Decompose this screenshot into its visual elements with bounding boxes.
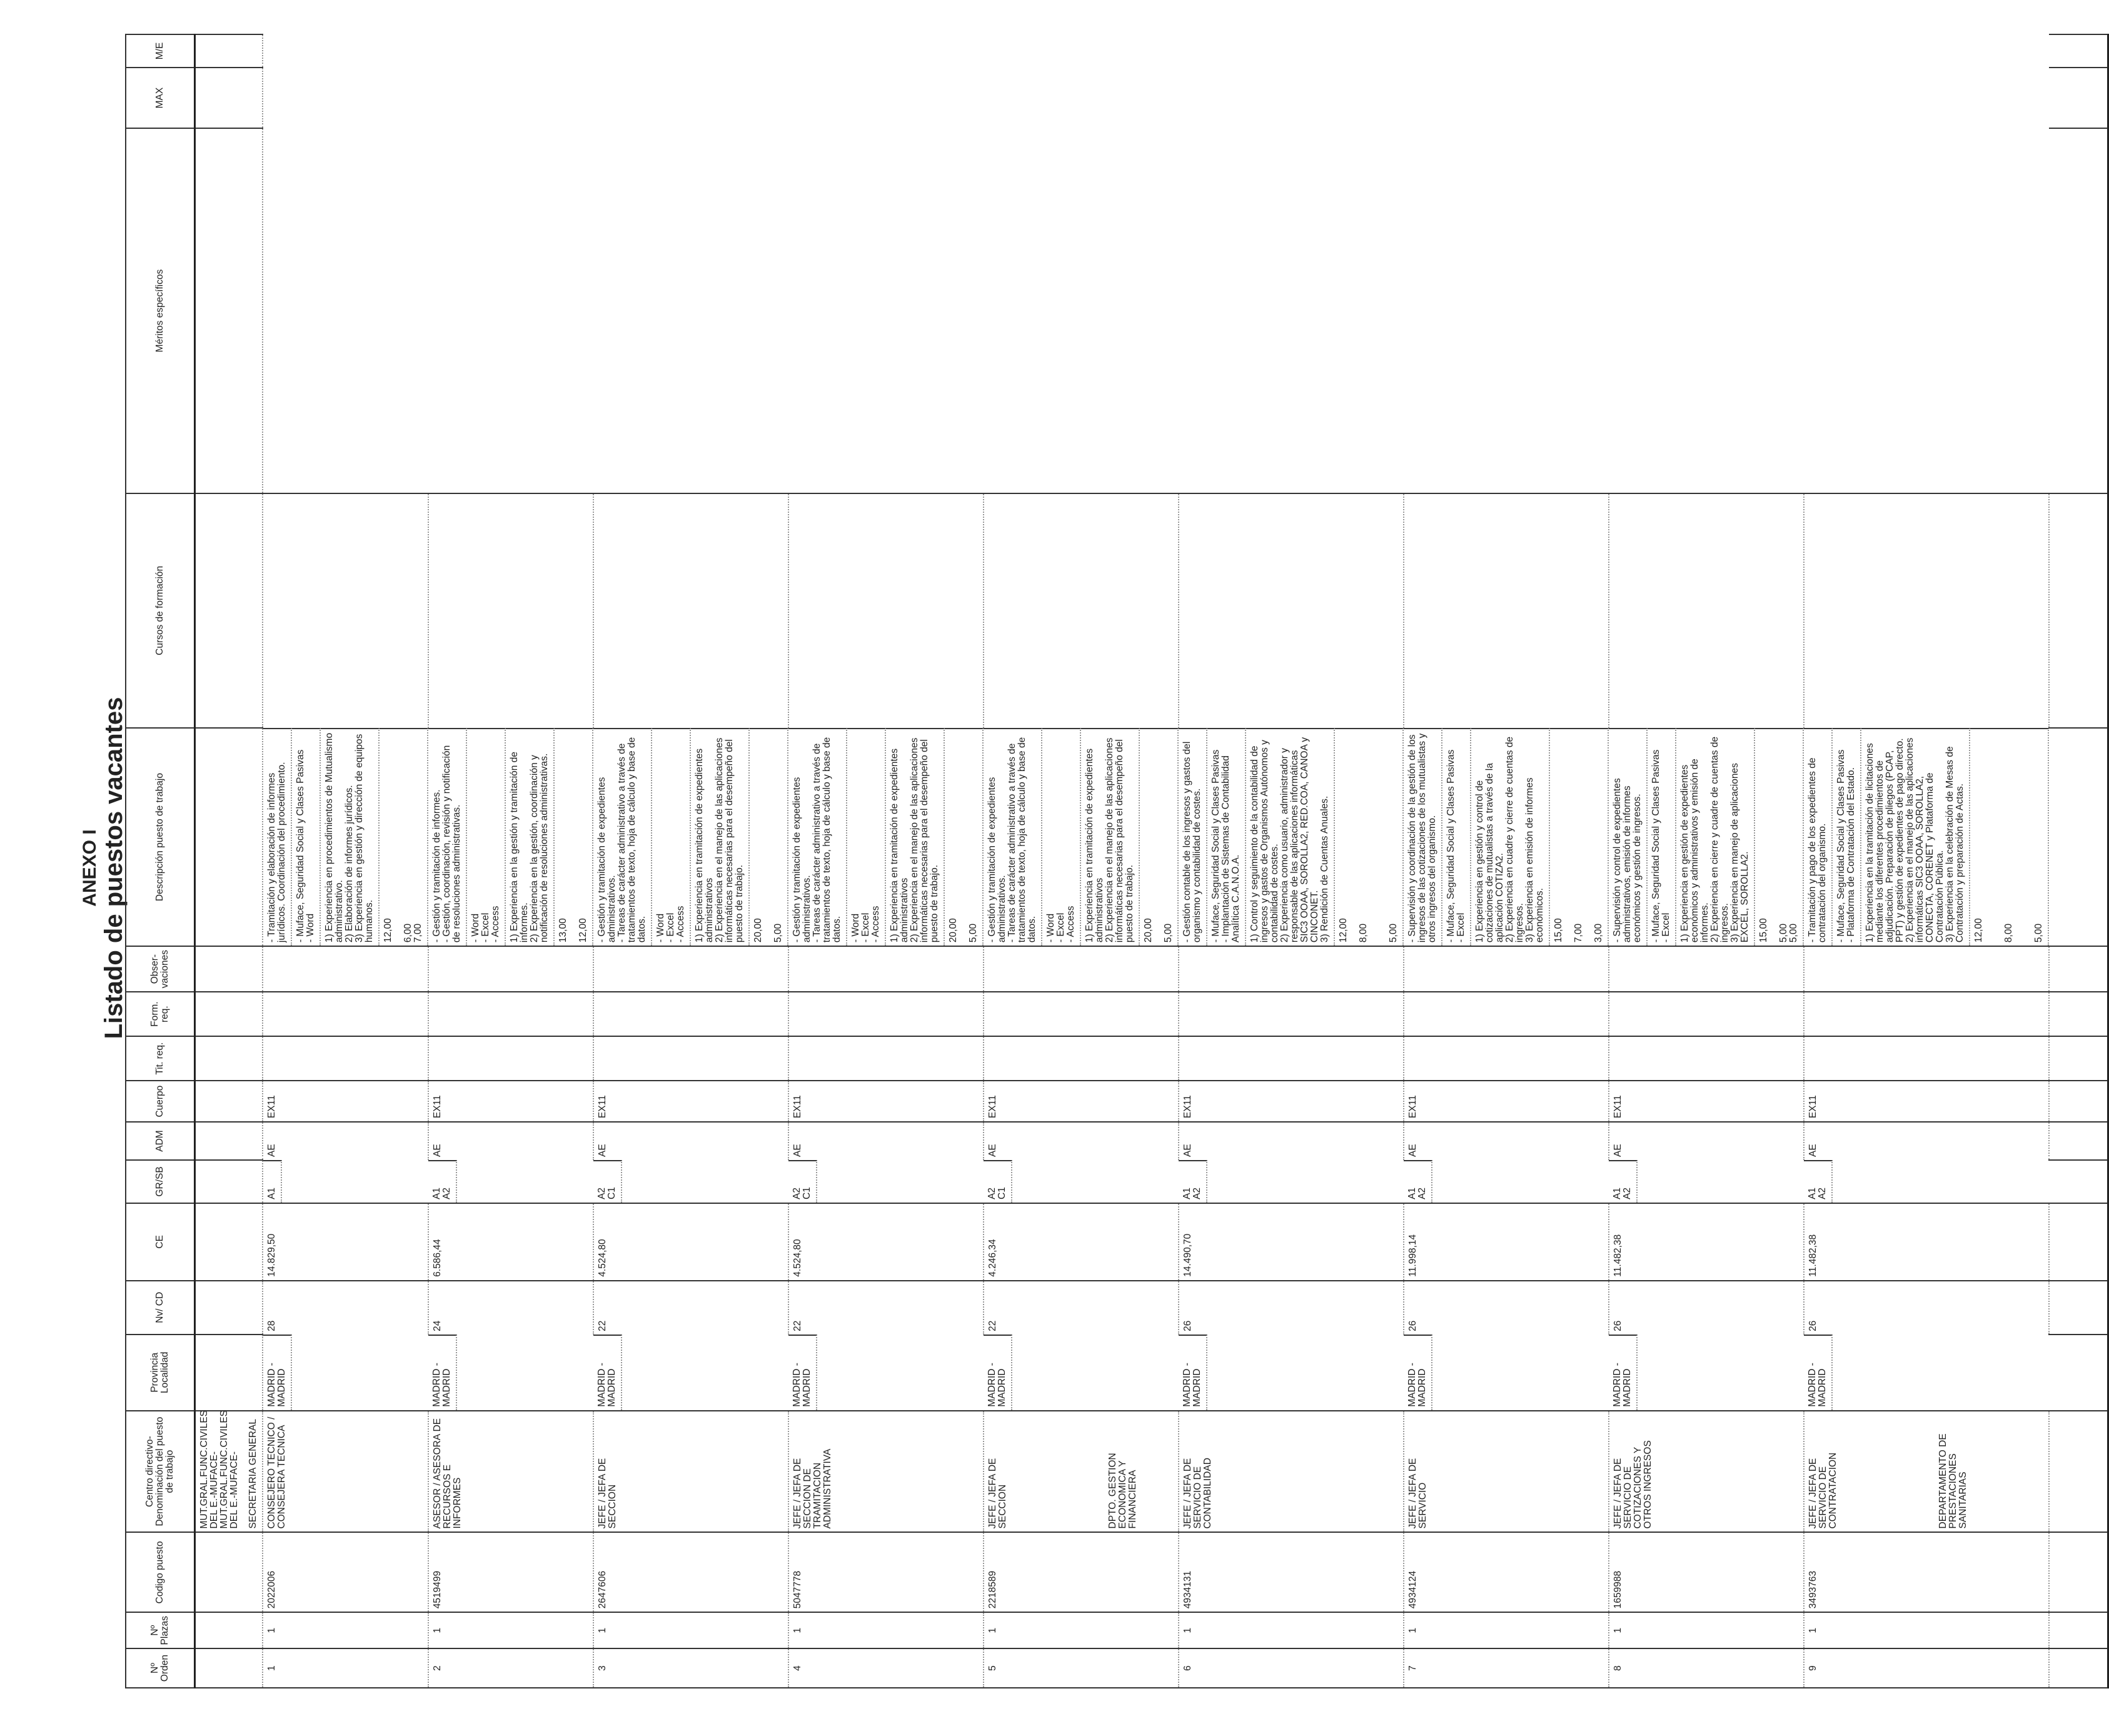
cell-orden: 1 [263,1648,428,1688]
cell-cursos: - Muface, Seguridad Social y Clases Pasivas - Excel [1442,728,1471,946]
cell-me [984,493,1179,728]
cell-grupo: A1 A2 [1609,1160,1638,1203]
cell-titulacion [593,1036,788,1081]
cell-max: 12,00 8,00 5,00 [1970,728,2049,946]
cell-codigo: 2218589 [984,1532,1179,1612]
col-header-ce: CE [126,1203,195,1281]
cell-cuerpo: EX11 [593,1081,788,1122]
table-row [593,34,788,1688]
group-dpto-gestion: DPTO. GESTION ECONOMICA Y FINANCIERA [1107,1453,1138,1529]
cell-max: 20,00 5,00 [945,728,984,946]
cell-grupo: A1 A2 [428,1160,457,1203]
page-title: Listado de puestos vacantes [100,697,128,1039]
cell-codigo: 2647606 [593,1532,788,1612]
cell-puesto: JEFE / JEFA DE SECCION [593,1411,788,1533]
cell-plazas: 1 [593,1612,788,1648]
cell-cuerpo: EX11 [984,1081,1179,1122]
cell-observaciones [593,946,788,992]
cell-max: 15,00 7,00 3,00 [1550,728,1609,946]
cell-adm: AE [1179,1122,1404,1160]
cell-formacion [984,992,1179,1036]
cell-grupo: A2 C1 [593,1160,622,1203]
col-header-centro: Centro directivo- Denominación del puesto de trabajo [126,1411,195,1533]
cell-plazas: 1 [1404,1612,1609,1648]
cell-nivel: 24 [428,1281,593,1335]
cell-ce: 14.829,50 [263,1203,428,1281]
cell-cursos: - Word - Excel - Access [847,728,886,946]
cell-descripcion: - Gestión y tramitación de expedientes administrativos. - Tareas de carácter administrativo a través de tratamientos de texto, hoja de cálculo y base de datos. [984,728,1042,946]
cell-cuerpo: EX11 [1179,1081,1404,1122]
cell-titulacion [984,1036,1179,1081]
cell-observaciones [1179,946,1404,992]
cell-nivel: 26 [1804,1281,2049,1335]
cell-observaciones [984,946,1179,992]
col-header-observaciones: Obser- vaciones [126,946,195,992]
cell-puesto: JEFE / JEFA DE SECCION [987,1458,1008,1529]
cell-orden: 3 [593,1648,788,1688]
col-header-plazas: Nº Plazas [126,1612,195,1648]
cell-cursos: - Word - Excel - Access [652,728,691,946]
cell-descripcion: - Supervisión y control de expedientes administrativos, emisión de informes económicos y gestión de ingresos. [1609,728,1648,946]
cell-descripcion: - Gestión y tramitación de expedientes administrativos. - Tareas de carácter administrativo a través de tratamientos de texto, hoja de cálculo y base de datos. [788,728,847,946]
cell-ce: 14.490,70 [1179,1203,1404,1281]
cell-meritos: 1) Experiencia en gestión y control de cotizaciones de mutualistas a través de la aplicación COTIZA2. 2) Experiencia en cuadre y cierre de cuentas de ingresos. 3) Experiencia en emisión de informes económicos. [1471,728,1550,946]
cell-nivel: 26 [1179,1281,1404,1335]
vacancies-table [125,34,2109,1688]
cell-adm: AE [1404,1122,1609,1160]
col-header-nivel: Nv/ CD [126,1281,195,1335]
cell-me [428,493,593,728]
table-row [1804,34,2049,1688]
cell-observaciones [1404,946,1609,992]
cell-formacion [593,992,788,1036]
cell-ce: 11.482,38 [1804,1203,2049,1281]
cell-orden: 6 [1179,1648,1404,1688]
cell-formacion [1179,992,1404,1036]
cell-formacion [1404,992,1609,1036]
cell-nivel: 22 [984,1281,1179,1335]
cell-max: 20,00 5,00 [750,728,788,946]
cell-plazas: 1 [1179,1612,1404,1648]
cell-observaciones [263,946,428,992]
cell-max: 13,00 12,00 [555,728,593,946]
col-header-descripcion: Descripción puesto de trabajo [126,728,195,946]
cell-cursos: - Muface, Seguridad Social y Clases Pasivas - Plataforma de Contratación del Estado. [1833,728,1861,946]
cell-cuerpo: EX11 [428,1081,593,1122]
cell-provincia: MADRID - MADRID [1404,1335,1432,1410]
col-header-titulacion: Tit. req. [126,1036,195,1081]
cell-puesto: JEFE / JEFA DE SERVICIO DE COTIZACIONES Y OTROS INGRESOS [1609,1411,1804,1533]
cell-nivel: 26 [1404,1281,1609,1335]
cell-cursos: - Word - Excel - Access [1042,728,1081,946]
cell-titulacion [428,1036,593,1081]
cell-cuerpo: EX11 [788,1081,984,1122]
cell-puesto: JEFE / JEFA DE SERVICIO [1404,1411,1609,1533]
cell-formacion [788,992,984,1036]
cell-provincia: MADRID - MADRID [428,1335,457,1410]
cell-observaciones [1609,946,1804,992]
cell-orden: 8 [1609,1648,1804,1688]
cell-cursos: - Muface, Seguridad Social y Clases Pasivas - Word [292,728,321,946]
cell-formacion [428,992,593,1036]
cell-descripcion: - Supervisión y coordinación de la gestión de los ingresos de las cotizaciones de los mutualistas y otros ingresos del organismo. [1404,728,1442,946]
cell-cuerpo: EX11 [1404,1081,1609,1122]
col-header-grupo: GR/SB [126,1160,195,1203]
cell-plazas: 1 [428,1612,593,1648]
cell-titulacion [1179,1036,1404,1081]
cell-meritos: 1) Experiencia en tramitación de expedientes administrativos 2) Experiencia en el manejo de las aplicaciones informáticas necesarias para el desempeño del puesto de trabajo. [886,728,945,946]
cell-adm: AE [984,1122,1179,1160]
col-header-formacion: Form. req. [126,992,195,1036]
cell-descripcion: - Tramitación y pago de los expedientes de contratación del organismo. [1804,728,1833,946]
col-header-max: MAX [126,68,195,128]
cell-provincia: MADRID - MADRID [593,1335,622,1410]
cell-adm: AE [1804,1122,2049,1160]
cell-codigo: 3493763 [1804,1532,2049,1612]
cell-descripcion: - Gestión y tramitación de informes. - Gestión, coordinación, revisión y notificación de resoluciones administrativas. [428,728,467,946]
cell-orden: 9 [1804,1648,2049,1688]
table-row [263,34,428,1688]
group-dpto-prestaciones: DEPARTAMENTO DE PRESTACIONES SANITARIAS [1938,1433,1968,1529]
cell-codigo: 5047778 [788,1532,984,1612]
cell-me [1179,493,1404,728]
table-row [428,34,593,1688]
cell-plazas: 1 [263,1612,428,1648]
cell-codigo: 2022006 [263,1532,428,1612]
cell-titulacion [788,1036,984,1081]
cell-nivel: 22 [788,1281,984,1335]
cell-grupo: A1 A2 [1179,1160,1207,1203]
cell-plazas: 1 [788,1612,984,1648]
cell-formacion [263,992,428,1036]
cell-titulacion [1404,1036,1609,1081]
cell-me [788,493,984,728]
cell-nivel: 26 [1609,1281,1804,1335]
col-header-adm: ADM [126,1122,195,1160]
cell-orden: 2 [428,1648,593,1688]
cell-puesto: JEFE / JEFA DE SERVICIO DE CONTABILIDAD [1179,1411,1404,1533]
cell-formacion [1609,992,1804,1036]
cell-observaciones [428,946,593,992]
cell-meritos: 1) Experiencia en la gestión y tramitación de informes. 2) Experiencia en la gestión, coordinación y notificación de resoluciones administrativas. [506,728,555,946]
cell-plazas: 1 [1804,1612,2049,1648]
cell-max: 12,00 8,00 5,00 [1335,728,1404,946]
cell-grupo: A2 C1 [984,1160,1012,1203]
cell-adm: AE [593,1122,788,1160]
cell-meritos: 1) Experiencia en procedimientos de Mutualismo administrativo. 2) Elaboración de informes jurídicos. 3) Experiencia en gestión y dirección de equipos humanos. [321,728,380,946]
cell-nivel: 28 [263,1281,428,1335]
cell-plazas: 1 [984,1612,1179,1648]
cell-me [593,493,788,728]
col-header-meritos: Méritos específicos [126,128,195,493]
cell-me [263,493,428,728]
cell-ce: 4.524,80 [788,1203,984,1281]
cell-orden: 4 [788,1648,984,1688]
cell-orden: 5 [984,1648,1179,1688]
cell-puesto: JEFE / JEFA DE SECCION DE TRAMITACION ADMINISTRATIVA [788,1411,984,1533]
cell-codigo: 4934124 [1404,1532,1609,1612]
cell-ce: 6.586,44 [428,1203,593,1281]
cell-ce: 4.524,80 [593,1203,788,1281]
table-row-empty [2049,34,2108,1688]
col-header-provincia: Provincia Localidad [126,1335,195,1411]
cell-grupo: A1 A2 [1404,1160,1432,1203]
cell-me [1404,493,1609,728]
cell-puesto: CONSEJERO TECNICO / CONSEJERA TECNICA [263,1411,428,1533]
cell-cursos: - Word - Excel - Access [467,728,506,946]
cell-max: 20,00 5,00 [1140,728,1179,946]
cell-provincia: MADRID - MADRID [263,1335,292,1410]
table-row [1179,34,1404,1688]
organism-name: MUT.GRAL.FUNC.CIVILES DEL E.-MUFACE- MUT.GRAL.FUNC.CIVILES DEL E.-MUFACE- [199,1410,239,1529]
cell-adm: AE [263,1122,428,1160]
cell-me [1804,493,2049,728]
cell-cursos: - Muface, Seguridad Social y Clases Pasivas - Excel [1648,728,1676,946]
document-header [80,0,128,1736]
cell-provincia: MADRID - MADRID [1804,1335,1833,1410]
cell-titulacion [263,1036,428,1081]
cell-puesto: ASESOR / ASESORA DE RECURSOS E INFORMES [428,1411,593,1533]
annex-title: ANEXO I [79,829,100,907]
cell-grupo: A1 A2 [1804,1160,1833,1203]
cell-cursos: - Muface, Seguridad Social y Clases Pasivas - Implantación de Sistemas de Contabilidad Analítica C.A.N.O.A. [1207,728,1246,946]
cell-ce: 11.482,38 [1609,1203,1804,1281]
cell-titulacion [1804,1036,2049,1081]
table-row [1404,34,1609,1688]
col-header-me: M/E [126,34,195,68]
cell-codigo: 4934131 [1179,1532,1404,1612]
cell-ce: 11.998,14 [1404,1203,1609,1281]
col-header-cuerpo: Cuerpo [126,1081,195,1122]
table-row-org [195,34,263,1688]
cell-provincia: MADRID - MADRID [1179,1335,1207,1410]
cell-provincia: MADRID - MADRID [984,1335,1012,1410]
cell-adm: AE [428,1122,593,1160]
table-header-row [126,34,195,1688]
cell-orden: 7 [1404,1648,1609,1688]
cell-adm: AE [1609,1122,1804,1160]
cell-descripcion: - Gestión contable de los ingresos y gastos del organismo y contabilidad de costes. [1179,728,1207,946]
cell-meritos: 1) Experiencia en tramitación de expedientes administrativos 2) Experiencia en el manejo de las aplicaciones informáticas necesarias para el desempeño del puesto de trabajo. [1081,728,1140,946]
cell-meritos: 1) Control y seguimiento de la contabilidad de ingresos y gastos de Organismos Autónomos y contabilidad de costes. 2) Experiencia como usuario, administrador y responsable de las aplicaciones informáticas SIC3 OOAA, SOROLLA2, RED.COA, CANOA y CINCONET. 3) Rendición de Cuentas Anuales. [1246,728,1335,946]
cell-nivel: 22 [593,1281,788,1335]
table-row [984,34,1179,1688]
cell-codigo: 4519499 [428,1532,593,1612]
cell-codigo: 1659988 [1609,1532,1804,1612]
cell-puesto: JEFE / JEFA DE SERVICIO DE CONTRATACION [1808,1452,1838,1529]
cell-provincia: MADRID - MADRID [1609,1335,1638,1410]
cell-cuerpo: EX11 [1609,1081,1804,1122]
cell-observaciones [788,946,984,992]
cell-plazas: 1 [1609,1612,1804,1648]
cell-provincia: MADRID - MADRID [788,1335,817,1410]
cell-meritos: 1) Experiencia en la tramitación de licitaciones mediante los diferentes procedimientos de adjudicación. Preparación de pliegos (PCAP, PPT) y gestión de expedientes de pago directo. 2) Experiencia en el manejo de las aplicaciones informáticas SIC3 OOAA, SOROLLA2, CONECTA, CORENET y Plataforma de Contratación Pública. 3) Experiencia en la celebración de Mesas de Contratación y preparación de Actas. [1861,728,1970,946]
cell-cuerpo: EX11 [263,1081,428,1122]
cell-grupo: A2 C1 [788,1160,817,1203]
col-header-codigo: Codigo puesto [126,1532,195,1612]
cell-titulacion [1609,1036,1804,1081]
cell-formacion [1804,992,2049,1036]
cell-descripcion: - Tramitación y elaboración de informes jurídicos. Coordinación del procedimiento. [263,728,292,946]
cell-ce: 4.246,34 [984,1203,1179,1281]
table-row [788,34,984,1688]
cell-me [1609,493,1804,728]
cell-max: 15,00 5,00 5,00 [1755,728,1804,946]
cell-adm: AE [788,1122,984,1160]
cell-cuerpo: EX11 [1804,1081,2049,1122]
col-header-cursos: Cursos de formación [126,493,195,728]
col-header-orden: Nº Orden [126,1648,195,1688]
cell-descripcion: - Gestión y tramitación de expedientes administrativos. - Tareas de carácter administrativo a través de tratamientos de texto, hoja de cálculo y base de datos. [593,728,652,946]
cell-meritos: 1) Experiencia en gestión de expedientes económicos y administrativos y emisión de informes. 2) Experiencia en cierre y cuadre de cuentas de ingresos. 3) Experiencia en manejo de aplicaciones EXCEL, SOROLLA2. [1676,728,1755,946]
cell-max: 12,00 6,00 7,00 [380,728,428,946]
cell-grupo: A1 [263,1160,282,1203]
cell-observaciones [1804,946,2049,992]
table-row [1609,34,1804,1688]
cell-meritos: 1) Experiencia en tramitación de expedientes administrativos 2) Experiencia en el manejo de las aplicaciones informáticas necesarias para el desempeño del puesto de trabajo. [691,728,750,946]
group-secretaria-general: SECRETARIA GENERAL [248,1419,258,1529]
